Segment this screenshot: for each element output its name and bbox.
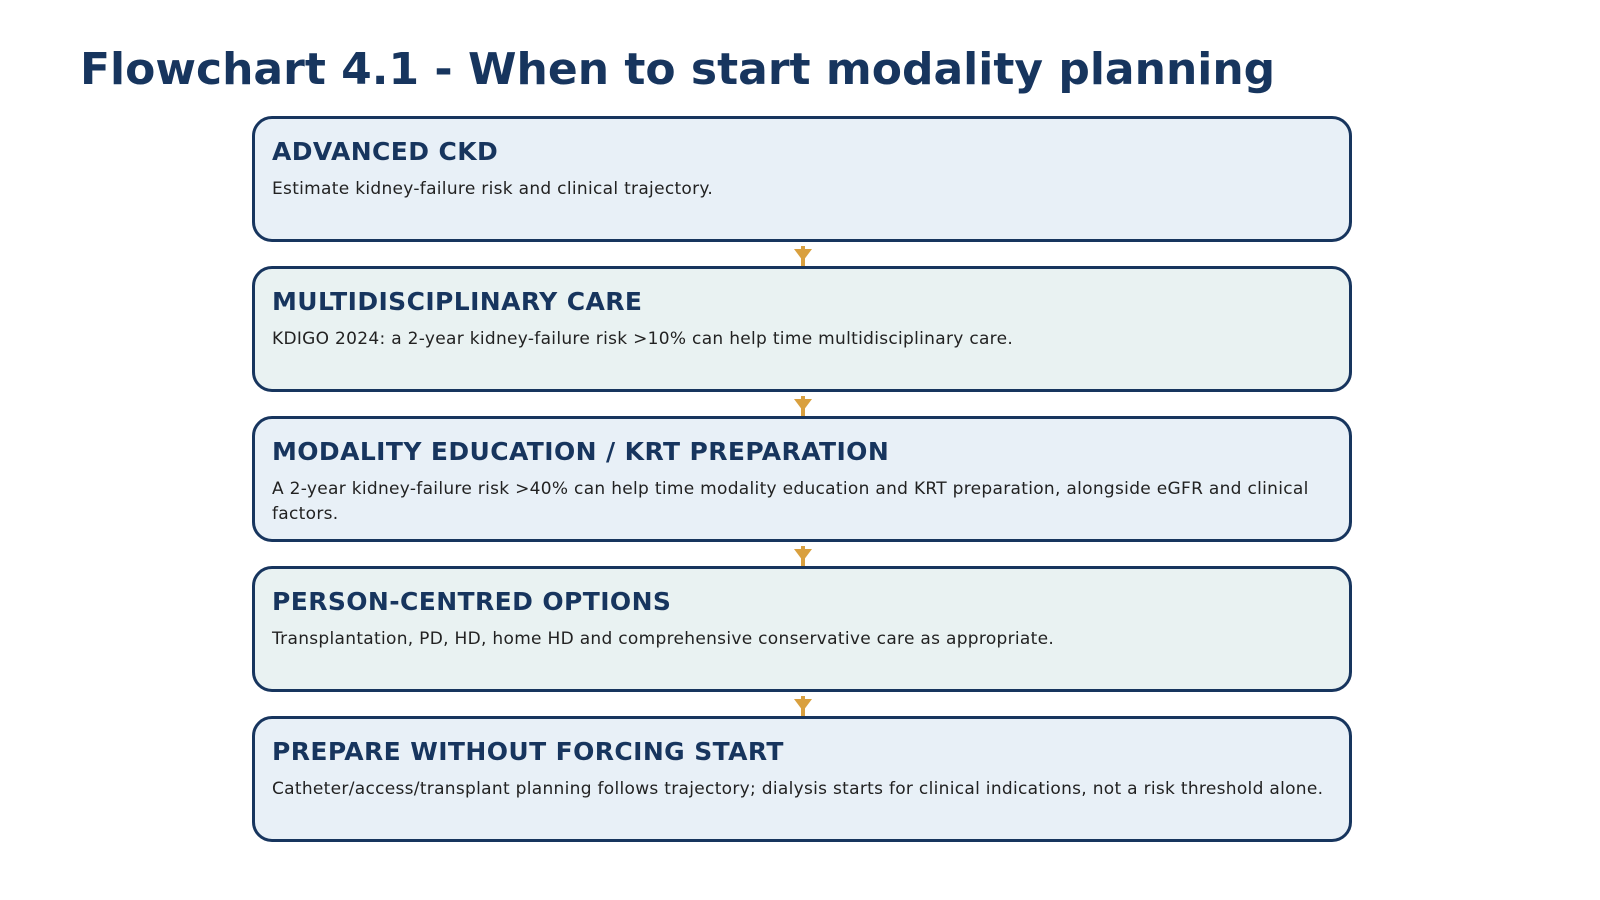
step-description: KDIGO 2024: a 2-year kidney-failure risk >10% can help time multidisciplinary care.	[272, 329, 1014, 349]
step-title: PREPARE WITHOUT FORCING START	[272, 737, 784, 766]
down-arrow-icon	[793, 396, 813, 416]
step-title: ADVANCED CKD	[272, 137, 499, 166]
down-arrow-icon	[793, 246, 813, 266]
step-box-person-centred-options	[252, 566, 1352, 692]
down-arrow-icon	[793, 696, 813, 716]
step-box-prepare-without-forcing-start	[252, 716, 1352, 842]
step-description: A 2-year kidney-failure risk >40% can help time modality education and KRT preparation, alongside eGFR and clinical factors.	[272, 479, 1309, 524]
page-title: Flowchart 4.1 - When to start modality planning	[80, 44, 1276, 95]
step-title: MULTIDISCIPLINARY CARE	[272, 287, 643, 316]
step-box-multidisciplinary-care	[252, 266, 1352, 392]
step-description: Transplantation, PD, HD, home HD and comprehensive conservative care as appropriate.	[272, 629, 1055, 649]
step-description: Estimate kidney-failure risk and clinical trajectory.	[272, 179, 714, 199]
step-title: MODALITY EDUCATION / KRT PREPARATION	[272, 437, 890, 466]
step-description: Catheter/access/transplant planning follows trajectory; dialysis starts for clinical indications, not a risk threshold alone.	[272, 779, 1324, 799]
step-box-advanced-ckd	[252, 116, 1352, 242]
step-title: PERSON-CENTRED OPTIONS	[272, 587, 672, 616]
down-arrow-icon	[793, 546, 813, 566]
step-box-modality-education	[252, 416, 1352, 542]
